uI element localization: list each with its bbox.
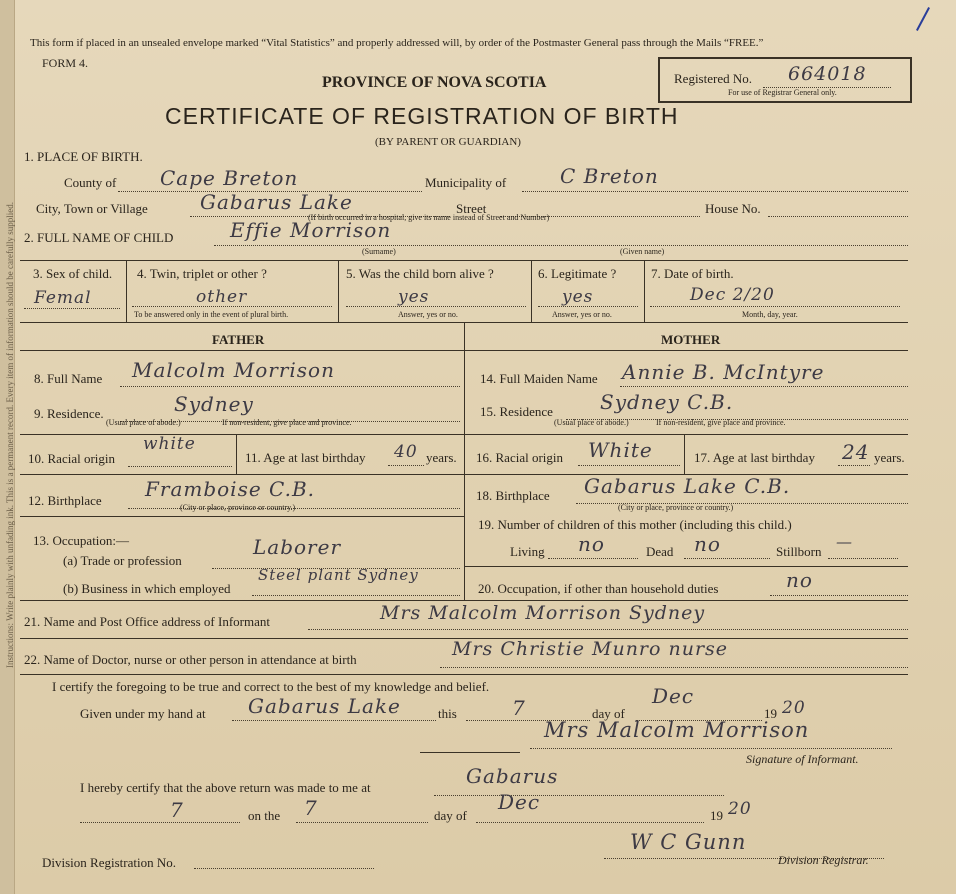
certify-year-prefix: 19 xyxy=(764,706,777,721)
house-label: House No. xyxy=(705,201,761,216)
municipality-value: C Breton xyxy=(560,164,659,188)
alive-note: Answer, yes or no. xyxy=(398,310,458,319)
mother-city-note: (City or place, province or country.) xyxy=(618,503,734,512)
mother-age-label: 17. Age at last birthday xyxy=(694,450,815,465)
living-value: no xyxy=(578,532,605,556)
form-number: FORM 4. xyxy=(42,56,89,70)
informant-signature: Mrs Malcolm Morrison xyxy=(544,718,810,742)
mother-residence-value: Sydney C.B. xyxy=(600,390,734,414)
registrar-year-prefix: 19 xyxy=(710,808,723,823)
registrar-day-of-label: day of xyxy=(434,808,467,823)
signature-informant-label: Signature of Informant. xyxy=(746,752,859,766)
dob-note: Month, day, year. xyxy=(742,310,798,319)
father-business-value: Steel plant Sydney xyxy=(258,566,419,584)
dob-value: Dec 2/20 xyxy=(690,285,775,305)
mother-occupation-value: no xyxy=(786,568,813,592)
binding-strip xyxy=(0,0,15,894)
father-residence-value: Sydney xyxy=(174,392,254,416)
stillborn-label: Stillborn xyxy=(776,544,822,559)
page-subtitle: (BY PARENT OR GUARDIAN) xyxy=(375,136,521,148)
twin-note: To be answered only in the event of plural birth. xyxy=(134,310,289,319)
side-instructions: Instructions: Write plainly with unfading ink. This is a permanent record. Every item of information should be carefully supplied. xyxy=(5,202,15,668)
sex-label: 3. Sex of child. xyxy=(33,266,113,281)
postal-notice: This form if placed in an unsealed envelope marked “Vital Statistics” and properly addressed will, by order of the Postmaster General pass through the Mails “FREE.” xyxy=(30,37,764,49)
father-age-label: 11. Age at last birthday xyxy=(245,450,366,465)
mother-name-value: Annie B. McIntyre xyxy=(622,360,825,384)
father-heading: FATHER xyxy=(212,332,265,347)
given-at-value: Gabarus Lake xyxy=(248,694,401,718)
father-abode-note: (Usual place of abode.) xyxy=(106,418,181,427)
mother-racial-value: White xyxy=(588,438,653,462)
municipality-label: Municipality of xyxy=(425,175,507,190)
mother-name-label: 14. Full Maiden Name xyxy=(480,371,598,386)
father-business-label: (b) Business in which employed xyxy=(63,581,231,596)
registrar-on-the-label: on the xyxy=(248,808,281,823)
registrar-signature: W C Gunn xyxy=(630,830,747,854)
given-name-note: (Given name) xyxy=(620,247,665,256)
alive-value: yes xyxy=(398,287,430,307)
twin-label: 4. Twin, triplet or other ? xyxy=(137,266,267,281)
division-registrar-label: Division Registrar. xyxy=(778,853,869,867)
hospital-note: (If birth occurred in a hospital, give its name instead of Street and Number) xyxy=(308,213,550,222)
father-age-value: 40 xyxy=(394,442,418,462)
registrar-number-value: 7 xyxy=(170,798,184,822)
father-name-value: Malcolm Morrison xyxy=(132,358,335,382)
mother-residence-label: 15. Residence xyxy=(480,404,553,419)
living-label: Living xyxy=(510,544,545,559)
sex-value: Femal xyxy=(34,288,92,308)
father-birthplace-label: 12. Birthplace xyxy=(28,493,102,508)
stillborn-value: — xyxy=(836,532,853,551)
registrar-year-value: 20 xyxy=(728,799,752,819)
city-label: City, Town or Village xyxy=(36,201,148,216)
mother-birthplace-value: Gabarus Lake C.B. xyxy=(584,474,791,498)
mother-age-value: 24 xyxy=(842,440,870,464)
legitimate-value: yes xyxy=(562,287,594,307)
father-residence-label: 9. Residence. xyxy=(34,406,104,421)
doctor-label: 22. Name of Doctor, nurse or other person in attendance at birth xyxy=(24,652,357,667)
blue-tick-mark xyxy=(916,7,930,31)
father-trade-value: Laborer xyxy=(253,535,342,559)
surname-note: (Surname) xyxy=(362,247,396,256)
mother-children-label: 19. Number of children of this mother (including this child.) xyxy=(478,517,792,532)
dead-label: Dead xyxy=(646,544,674,559)
place-heading: 1. PLACE OF BIRTH. xyxy=(24,149,143,164)
father-nonres-note: If non-resident, give place and province. xyxy=(222,418,352,427)
street-label: Street xyxy=(456,201,487,216)
mother-occupation-label: 20. Occupation, if other than household duties xyxy=(478,581,719,596)
child-name-label: 2. FULL NAME OF CHILD xyxy=(24,230,174,245)
child-name-value: Effie Morrison xyxy=(230,218,392,242)
city-value: Gabarus Lake xyxy=(200,190,353,214)
registrar-month-value: Dec xyxy=(498,790,541,814)
registered-box xyxy=(658,57,912,103)
dead-value: no xyxy=(694,532,721,556)
page-title: CERTIFICATE OF REGISTRATION OF BIRTH xyxy=(165,103,679,129)
father-name-label: 8. Full Name xyxy=(34,371,103,386)
registered-number: 664018 xyxy=(788,63,867,85)
this-label: this xyxy=(438,706,457,721)
legitimate-label: 6. Legitimate ? xyxy=(538,266,617,281)
mother-abode-note: (Usual place of abode.) xyxy=(554,418,629,427)
father-occupation-label: 13. Occupation:— xyxy=(33,533,130,548)
certify-text: I certify the foregoing to be true and correct to the best of my knowledge and belief. xyxy=(52,679,490,694)
informant-label: 21. Name and Post Office address of Informant xyxy=(24,614,270,629)
mother-birthplace-label: 18. Birthplace xyxy=(476,488,550,503)
father-racial-label: 10. Racial origin xyxy=(28,451,116,466)
certify-month-value: Dec xyxy=(652,684,695,708)
registrar-place-value: Gabarus xyxy=(466,764,559,788)
twin-value: other xyxy=(196,287,248,307)
given-label: Given under my hand at xyxy=(80,706,206,721)
certify-day-value: 7 xyxy=(512,696,526,720)
legitimate-note: Answer, yes or no. xyxy=(552,310,612,319)
certify-year-value: 20 xyxy=(782,698,806,718)
mother-heading: MOTHER xyxy=(661,332,721,347)
certify-day-of-label: day of xyxy=(592,706,625,721)
father-trade-label: (a) Trade or profession xyxy=(63,553,182,568)
doctor-value: Mrs Christie Munro nurse xyxy=(452,638,729,660)
division-no-label: Division Registration No. xyxy=(42,855,176,870)
father-years: years. xyxy=(426,450,457,465)
father-city-note: (City or place, province or country.) xyxy=(180,503,296,512)
mother-nonres-note: If non-resident, give place and province. xyxy=(656,418,786,427)
registrar-day-value: 7 xyxy=(304,796,318,820)
father-birthplace-value: Framboise C.B. xyxy=(145,477,316,501)
registrar-use-note: For use of Registrar General only. xyxy=(728,88,837,97)
county-value: Cape Breton xyxy=(160,166,299,190)
registered-label: Registered No. xyxy=(674,71,752,86)
dob-label: 7. Date of birth. xyxy=(651,266,734,281)
province-heading: PROVINCE OF NOVA SCOTIA xyxy=(322,74,547,91)
mother-racial-label: 16. Racial origin xyxy=(476,450,564,465)
informant-value: Mrs Malcolm Morrison Sydney xyxy=(380,602,706,624)
registrar-text: I hereby certify that the above return was made to me at xyxy=(80,780,371,795)
father-racial-value: white xyxy=(143,434,196,454)
county-label: County of xyxy=(64,175,117,190)
alive-label: 5. Was the child born alive ? xyxy=(346,266,494,281)
mother-years: years. xyxy=(874,450,905,465)
